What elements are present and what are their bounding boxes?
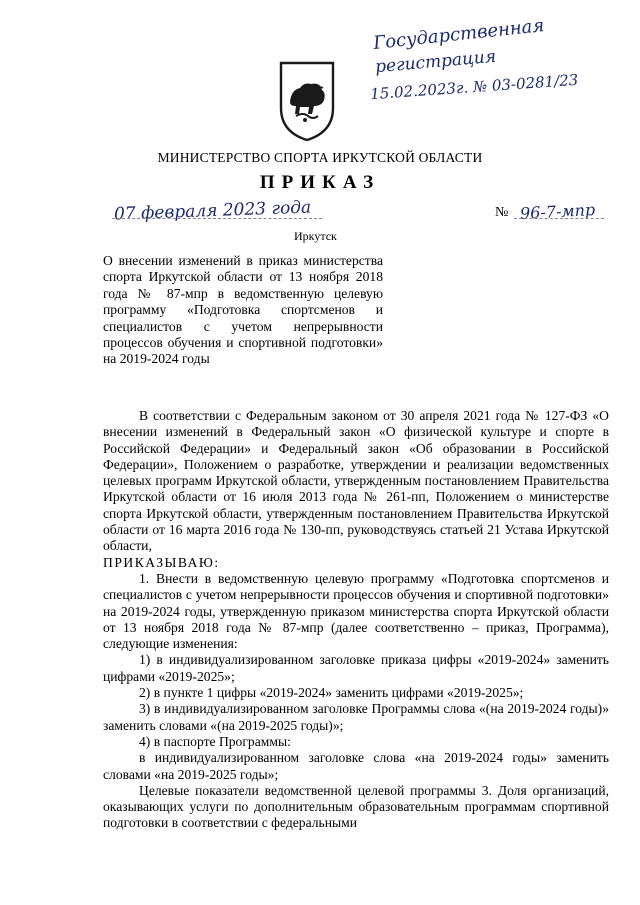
order-subject: О внесении изменений в приказ министерства спорта Иркутской области от 13 ноября 2018 года № 87-мпр в ведомственную целевую программу «Подготовка спортсменов и специалистов с учетом непрерывности процессов обучения и спортивной подготовки» на 2019-2024 годы — [103, 253, 383, 367]
item-1: 1. Внести в ведомственную целевую программу «Подготовка спортсменов и специалистов с учетом непрерывности процессов обучения и спортивной подготовки» на 2019-2024 годы, утвержденную приказом министерства спорта Иркутской области от 13 ноября 2018 года № 87-мпр (далее соответственно – приказ, Программа), следующие изменения: — [103, 570, 609, 652]
number-underline — [514, 218, 604, 219]
registration-stamp-line-3: 15.02.2023г. № 03-0281/23 — [369, 70, 579, 104]
order-body — [103, 408, 609, 832]
sub-item-3: 3) в индивидуализированном заголовке Программы слова «(на 2019-2024 годы)» заменить словами «(на 2019-2025 годы)»; — [103, 701, 609, 733]
order-word: ПРИКАЗЫВАЮ: — [103, 554, 220, 570]
preamble-paragraph: В соответствии с Федеральным законом от 30 апреля 2021 года № 127-ФЗ «О внесении изменений в Федеральный закон «О физической культуре и спорте в Российской Федерации» и Федеральный закон «Об образовании в Российской Федерации», Положением о разработке, утверждении и реализации ведомственных целевых программ Иркутской области, утвержденным постановлением Правительства Иркутской области от 16 июля 2013 года № 261-пп, Положением о министерстве спорта Иркутской области, утвержденным постановлением Правительства Иркутской области от 16 марта 2016 года № 130-пп, руководствуясь статьей 21 Устава Иркутской области, — [103, 408, 609, 554]
sub-item-1: 1) в индивидуализированном заголовке приказа цифры «2019-2024» заменить цифрами «2019-2025»; — [103, 652, 609, 684]
irkutsk-region-coat-of-arms-icon — [278, 60, 336, 142]
ministry-name: МИНИСТЕРСТВО СПОРТА ИРКУТСКОЙ ОБЛАСТИ — [157, 150, 483, 165]
handwritten-date: 07 февраля 2023 года — [113, 197, 312, 225]
handwritten-order-number: 96-7-мпр — [519, 200, 596, 223]
document-title: ПРИКАЗ — [259, 172, 381, 193]
sub-item-4: 4) в паспорте Программы: — [139, 733, 291, 749]
number-label: № — [495, 205, 509, 220]
registration-stamp-line-2: регистрация — [374, 46, 497, 78]
registration-stamp-line-1: Государственная — [372, 15, 546, 54]
sub-item-4b: Целевые показатели ведомственной целевой программы 3. Доля организаций, оказывающих услуги по дополнительным образовательным программам спортивной подготовки в соответствии с федеральными — [103, 782, 609, 831]
sub-item-4a: в индивидуализированном заголовке слова «на 2019-2024 годы» заменить словами «на 2019-2025 годы»; — [103, 750, 609, 782]
date-underline — [112, 218, 322, 219]
sub-item-2: 2) в пункте 1 цифры «2019-2024» заменить цифрами «2019-2025»; — [139, 685, 524, 701]
city: Иркутск — [294, 229, 337, 243]
